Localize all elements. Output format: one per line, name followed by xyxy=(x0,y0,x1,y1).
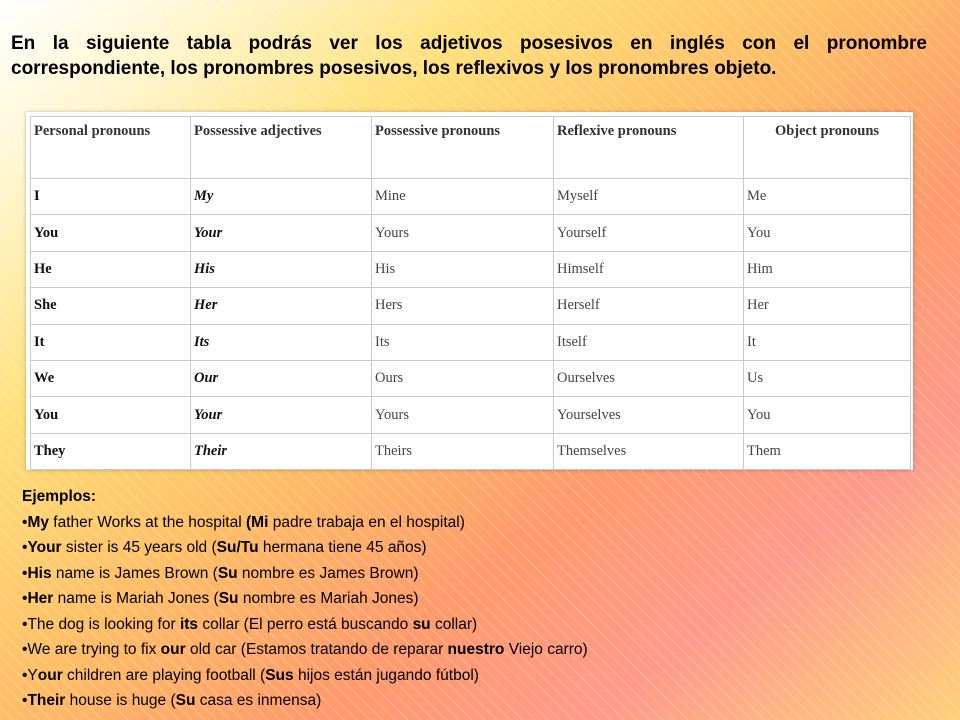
table-cell: It xyxy=(744,324,911,360)
examples-section xyxy=(22,484,922,714)
table-cell: Them xyxy=(744,433,911,469)
table-cell: Himself xyxy=(554,251,744,287)
example-bold-text: (Mi xyxy=(246,513,269,531)
example-text: collar) xyxy=(430,615,478,633)
example-bold-text: nuestro xyxy=(447,641,505,658)
examples-list xyxy=(22,510,922,714)
table-cell: Themselves xyxy=(554,433,744,469)
table-cell: Its xyxy=(372,324,554,360)
pronouns-table-card xyxy=(26,112,913,470)
table-cell: His xyxy=(191,251,372,287)
table-cell: Your xyxy=(191,215,372,251)
table-cell: You xyxy=(744,215,911,251)
example-bold-text: Su xyxy=(175,692,196,709)
example-bold-text: His xyxy=(27,564,52,582)
table-cell: Yours xyxy=(372,397,554,433)
example-item xyxy=(22,510,922,536)
example-bold-text: su xyxy=(412,615,431,633)
example-text: •We are trying to fix xyxy=(22,641,161,658)
example-text: padre trabaja en el hospital) xyxy=(268,513,465,531)
table-row xyxy=(31,251,911,287)
table-cell: Ourselves xyxy=(554,360,744,396)
header-possessive-pronouns: Possessive pronouns xyxy=(372,117,554,179)
table-cell: You xyxy=(744,397,911,433)
table-cell: You xyxy=(31,215,191,251)
example-text: • xyxy=(22,590,28,607)
table-cell: Ours xyxy=(372,360,554,396)
example-text: nombre es Mariah Jones) xyxy=(238,590,419,607)
table-cell: Us xyxy=(744,360,911,396)
example-text: •Y xyxy=(22,666,38,684)
table-cell: Its xyxy=(191,324,372,360)
table-cell: Myself xyxy=(554,179,744,215)
example-text: casa es inmensa) xyxy=(195,692,322,709)
table-row xyxy=(31,288,911,324)
example-text: father Works at the hospital xyxy=(48,513,246,531)
header-possessive-adjectives: Possessive adjectives xyxy=(191,117,372,179)
table-cell: They xyxy=(31,433,191,469)
table-cell: Her xyxy=(191,288,372,324)
example-bold-text: Their xyxy=(27,692,66,709)
pronouns-table xyxy=(30,116,911,470)
examples-title: Ejemplos: xyxy=(22,488,97,505)
example-text: •The dog is looking for xyxy=(22,615,180,633)
example-bold-text: Su xyxy=(217,564,238,582)
example-bold-text: our xyxy=(160,641,186,658)
example-text: children are playing football ( xyxy=(62,666,266,684)
example-text: house is huge ( xyxy=(65,692,176,709)
example-item xyxy=(22,663,922,689)
table-cell: Her xyxy=(744,288,911,324)
example-item xyxy=(22,688,922,714)
example-text: Viejo carro) xyxy=(504,641,588,658)
example-text: collar (El perro está buscando xyxy=(198,615,413,633)
table-cell: He xyxy=(31,251,191,287)
example-text: • xyxy=(22,692,28,709)
table-cell: Itself xyxy=(554,324,744,360)
table-row xyxy=(31,397,911,433)
example-text: name is Mariah Jones ( xyxy=(53,590,219,607)
example-item xyxy=(22,637,922,663)
example-text: • xyxy=(22,564,28,582)
example-item xyxy=(22,561,922,587)
example-bold-text: My xyxy=(27,513,49,531)
example-text: sister is 45 years old ( xyxy=(61,539,217,556)
table-cell: Me xyxy=(744,179,911,215)
table-cell: Theirs xyxy=(372,433,554,469)
example-text: hermana tiene 45 años) xyxy=(258,539,427,556)
table-cell: Our xyxy=(191,360,372,396)
example-text: hijos están jugando fútbol) xyxy=(293,666,479,684)
table-cell: Herself xyxy=(554,288,744,324)
table-cell: We xyxy=(31,360,191,396)
example-item xyxy=(22,586,922,612)
example-bold-text: Your xyxy=(27,539,62,556)
example-text: name is James Brown ( xyxy=(51,564,218,582)
table-row xyxy=(31,215,911,251)
table-cell: I xyxy=(31,179,191,215)
table-cell: Yourself xyxy=(554,215,744,251)
table-cell: His xyxy=(372,251,554,287)
example-item xyxy=(22,535,922,561)
example-bold-text: Su/Tu xyxy=(216,539,259,556)
table-row xyxy=(31,179,911,215)
table-cell: She xyxy=(31,288,191,324)
example-text: nombre es James Brown) xyxy=(237,564,419,582)
intro-paragraph: En la siguiente tabla podrás ver los adjetivos posesivos en inglés con el pronombre correspondiente, los pronombres posesivos, los reflexivos y los pronombres objeto. xyxy=(11,33,927,79)
example-bold-text: our xyxy=(37,666,63,684)
example-bold-text: Sus xyxy=(265,666,294,684)
example-text: • xyxy=(22,539,28,556)
example-bold-text: its xyxy=(179,615,199,633)
table-cell: Hers xyxy=(372,288,554,324)
table-cell: You xyxy=(31,397,191,433)
table-row xyxy=(31,324,911,360)
table-cell: My xyxy=(191,179,372,215)
table-cell: Your xyxy=(191,397,372,433)
table-row xyxy=(31,433,911,469)
header-personal-pronouns: Personal pronouns xyxy=(31,117,191,179)
table-header-row xyxy=(31,117,911,179)
table-cell: Mine xyxy=(372,179,554,215)
table-cell: Yours xyxy=(372,215,554,251)
example-bold-text: Her xyxy=(27,590,54,607)
header-reflexive-pronouns: Reflexive pronouns xyxy=(554,117,744,179)
example-bold-text: Su xyxy=(218,590,239,607)
header-object-pronouns: Object pronouns xyxy=(744,117,911,179)
example-text: old car (Estamos tratando de reparar xyxy=(185,641,448,658)
table-cell: Him xyxy=(744,251,911,287)
example-text: • xyxy=(22,513,28,531)
table-cell: It xyxy=(31,324,191,360)
table-row xyxy=(31,360,911,396)
table-cell: Yourselves xyxy=(554,397,744,433)
table-cell: Their xyxy=(191,433,372,469)
example-item xyxy=(22,612,922,638)
